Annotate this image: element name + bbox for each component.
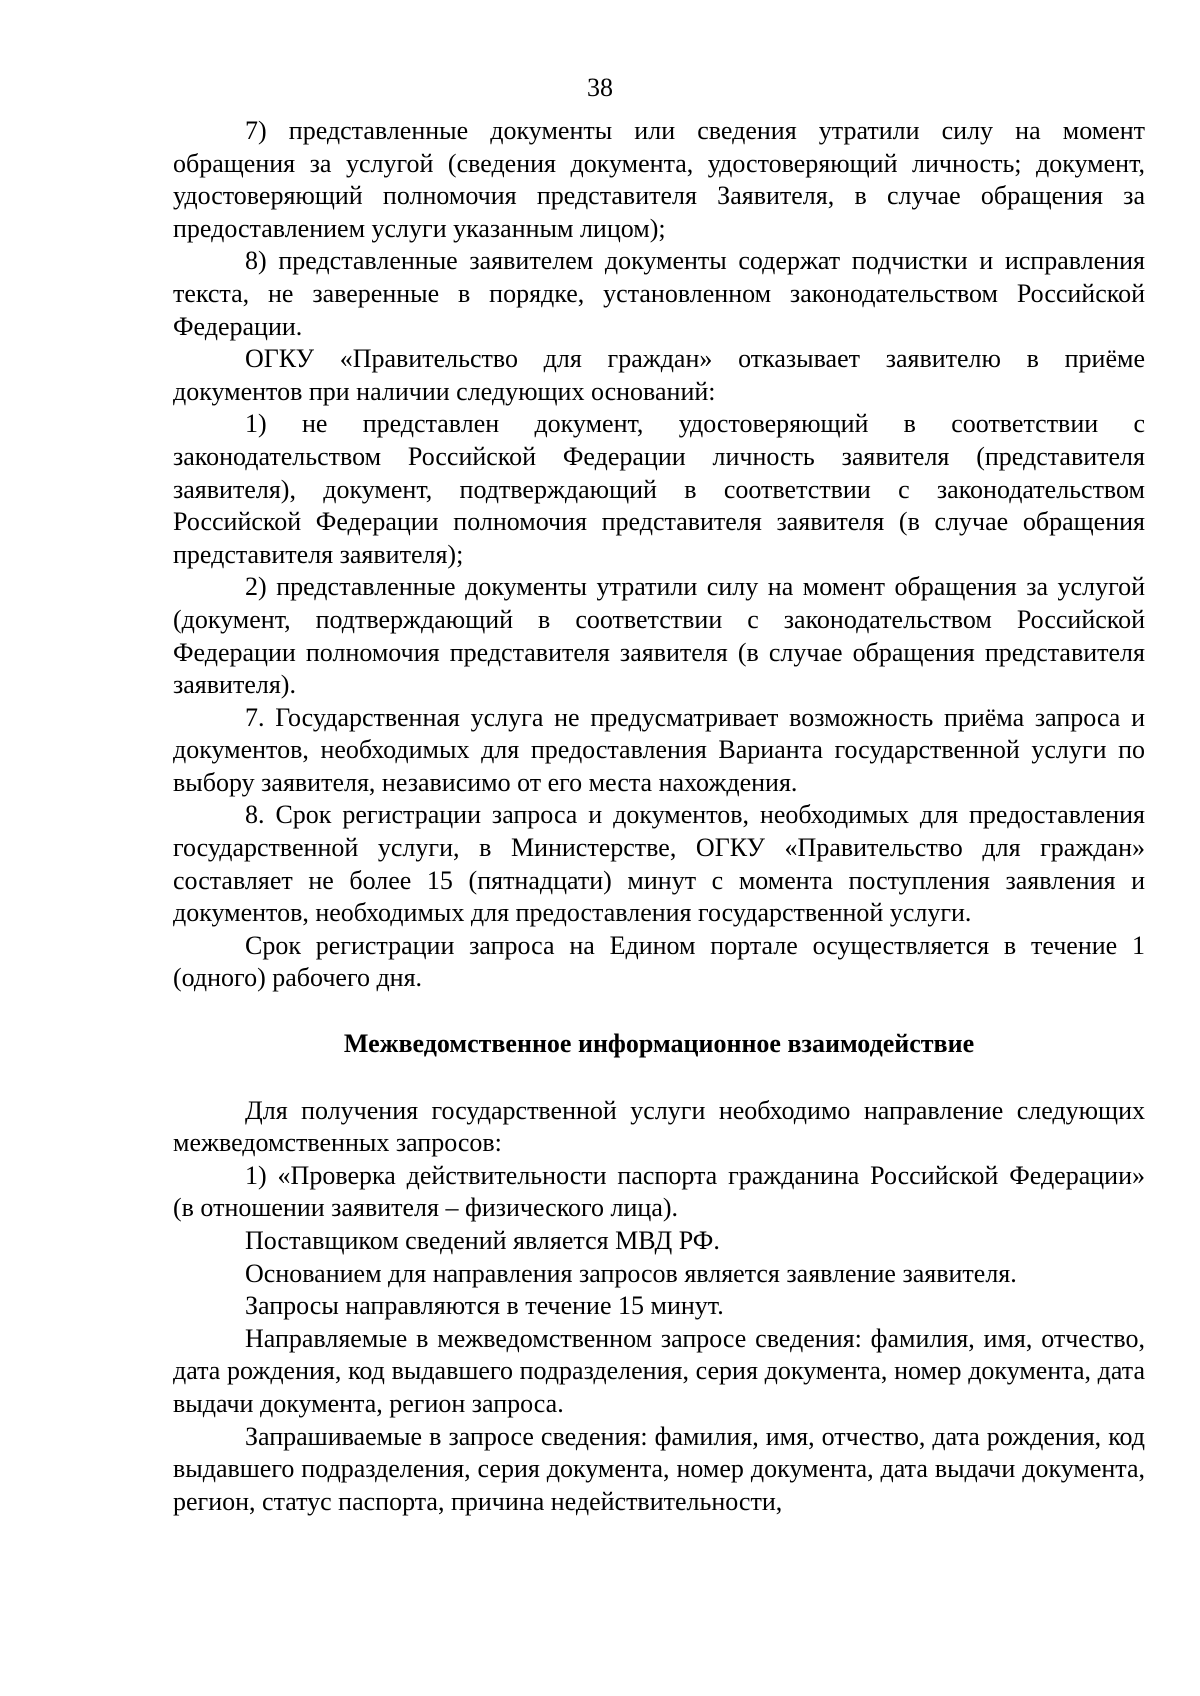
paragraph: Срок регистрации запроса на Едином портале осуществляется в течение 1 (одного) рабочего дня. <box>173 930 1145 993</box>
paragraph: ОГКУ «Правительство для граждан» отказывает заявителю в приёме документов при наличии следующих оснований: <box>173 344 1145 406</box>
paragraph: 7. Государственная услуга не предусматривает возможность приёма запроса и документов, необходимых для предоставления Варианта государственной услуги по выбору заявителя, независимо от его места нахождения. <box>173 702 1145 797</box>
section-heading: Межведомственное информационное взаимодействие <box>343 1029 975 1059</box>
paragraph: 8) представленные заявителем документы содержат подчистки и исправления текста, не заверенные в порядке, установленном законодательством Российской Федерации. <box>173 246 1145 341</box>
paragraph: Направляемые в межведомственном запросе сведения: фамилия, имя, отчество, дата рождения, код выдавшего подразделения, серия документа, номер документа, дата выдачи документа, регион запроса. <box>173 1323 1145 1418</box>
paragraph: 7) представленные документы или сведения утратили силу на момент обращения за услугой (сведения документа, удостоверяющий личность; документ, удостоверяющий полномочия представителя Заявителя, в случае обращения за предоставлением услуги указанным лицом); <box>173 116 1145 243</box>
page-number: 38 <box>587 73 613 102</box>
paragraph: 1) не представлен документ, удостоверяющий в соответствии с законодательством Российской Федерации личность заявителя (представителя заявителя), документ, подтверждающий в соответствии с законодательством Российской Федерации полномочия представителя заявителя (в случае обращения представителя заявителя); <box>173 409 1145 569</box>
paragraph: Для получения государственной услуги необходимо направление следующих межведомственных запросов: <box>173 1095 1145 1158</box>
paragraph: Поставщиком сведений является МВД РФ. <box>245 1226 720 1255</box>
document-body <box>173 115 1145 1518</box>
paragraph: 2) представленные документы утратили силу на момент обращения за услугой (документ, подтверждающий в соответствии с законодательством Российской Федерации полномочия представителя заявителя (в случае обращения представителя заявителя). <box>173 572 1145 700</box>
paragraph: Запросы направляются в течение 15 минут. <box>245 1291 724 1321</box>
paragraph: Запрашиваемые в запросе сведения: фамилия, имя, отчество, дата рождения, код выдавшего подразделения, серия документа, номер документа, дата выдачи документа, регион, статус паспорта, причина недействительности, <box>173 1421 1145 1516</box>
paragraph: 8. Срок регистрации запроса и документов, необходимых для предоставления государственной услуги, в Министерстве, ОГКУ «Правительство для граждан» составляет не более 15 (пятнадцати) минут с момента поступления заявления и документов, необходимых для предоставления государственной услуги. <box>173 800 1145 928</box>
paragraph: Основанием для направления запросов является заявление заявителя. <box>245 1258 1017 1288</box>
paragraph: 1) «Проверка действительности паспорта гражданина Российской Федерации» (в отношении заявителя – физического лица). <box>173 1160 1145 1223</box>
